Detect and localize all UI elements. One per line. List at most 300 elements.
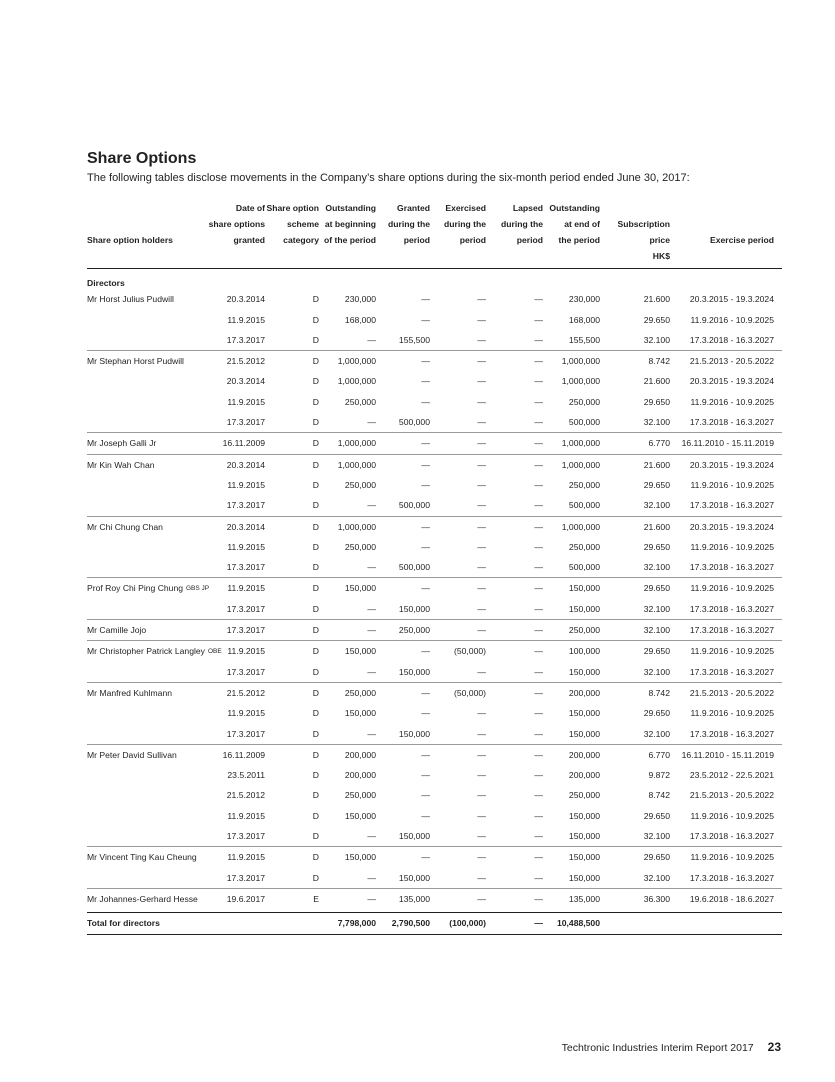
lapsed-cell: — [534, 810, 543, 821]
total-outstanding-end: 10,488,500 [556, 918, 600, 929]
price-cell: 32.100 [643, 625, 670, 636]
period-cell: 11.9.2016 - 10.9.2025 [690, 583, 774, 594]
date-cell: 21.5.2012 [226, 790, 265, 801]
table-row [87, 703, 782, 723]
date-cell: 19.6.2017 [226, 893, 265, 904]
granted-cell: 500,000 [398, 562, 430, 573]
outstanding-end-cell: 135,000 [568, 893, 600, 904]
exercised-cell: — [477, 770, 486, 781]
price-cell: 29.650 [643, 396, 670, 407]
outstanding-end-cell: 1,000,000 [561, 356, 600, 367]
exercised-cell: — [477, 625, 486, 636]
price-cell: 29.650 [643, 541, 670, 552]
total-label: Total for directors [87, 918, 160, 929]
outstanding-begin-cell: 250,000 [344, 687, 376, 698]
granted-cell: — [421, 810, 430, 821]
exercised-cell: — [477, 852, 486, 863]
period-cell: 11.9.2016 - 10.9.2025 [690, 541, 774, 552]
lapsed-cell: — [534, 334, 543, 345]
table-row [87, 599, 782, 619]
table-row [87, 495, 782, 515]
period-cell: 17.3.2018 - 16.3.2027 [689, 728, 774, 739]
lapsed-cell: — [534, 646, 543, 657]
page-footer [562, 1040, 781, 1054]
scheme-cell: D [312, 687, 319, 698]
scheme-cell: D [312, 376, 319, 387]
directors-section-row [87, 269, 782, 289]
granted-cell: 500,000 [398, 500, 430, 511]
date-cell: 11.9.2015 [227, 583, 265, 594]
table-row [87, 310, 782, 330]
total-outstanding-begin: 7,798,000 [337, 918, 376, 929]
lapsed-cell: — [534, 708, 543, 719]
lapsed-cell: — [534, 728, 543, 739]
scheme-cell: D [312, 810, 319, 821]
scheme-cell: D [312, 872, 319, 883]
date-cell: 17.3.2017 [226, 625, 265, 636]
exercised-cell: — [477, 603, 486, 614]
report-name: Techtronic Industries Interim Report 2017 [561, 1042, 754, 1054]
section-title: Share Options [87, 150, 197, 167]
outstanding-end-cell: 1,000,000 [561, 376, 600, 387]
scheme-cell: D [312, 831, 319, 842]
date-cell: 17.3.2017 [226, 334, 265, 345]
date-cell: 17.3.2017 [226, 728, 265, 739]
outstanding-end-cell: 200,000 [568, 749, 600, 760]
table-row [87, 350, 782, 371]
period-cell: 23.5.2012 - 22.5.2021 [689, 770, 774, 781]
scheme-cell: D [312, 334, 319, 345]
outstanding-begin-cell: 150,000 [344, 852, 376, 863]
outstanding-begin-cell: 150,000 [344, 708, 376, 719]
exercised-cell: — [477, 583, 486, 594]
price-cell: 29.650 [643, 708, 670, 719]
price-cell: 29.650 [643, 810, 670, 821]
holder-honour-suffix: GBS JP [186, 585, 210, 593]
outstanding-end-cell: 250,000 [568, 625, 600, 636]
outstanding-begin-cell: — [367, 334, 376, 345]
scheme-cell: D [312, 646, 319, 657]
header-lapsed: Lapsed during the period [500, 203, 543, 245]
price-cell: 29.650 [643, 646, 670, 657]
lapsed-cell: — [534, 396, 543, 407]
outstanding-end-cell: 200,000 [568, 770, 600, 781]
granted-cell: — [421, 790, 430, 801]
holder-name: Mr Chi Chung Chan [87, 521, 163, 532]
outstanding-begin-cell: 1,000,000 [337, 521, 376, 532]
exercised-cell: — [477, 708, 486, 719]
period-cell: 16.11.2010 - 15.11.2019 [681, 749, 774, 760]
exercised-cell: — [477, 356, 486, 367]
period-cell: 11.9.2016 - 10.9.2025 [690, 852, 774, 863]
exercised-cell: — [477, 417, 486, 428]
holder-name: Mr Vincent Ting Kau Cheung [87, 852, 197, 863]
outstanding-begin-cell: 200,000 [344, 770, 376, 781]
date-cell: 11.9.2015 [227, 852, 265, 863]
lapsed-cell: — [534, 314, 543, 325]
lapsed-cell: — [534, 831, 543, 842]
price-cell: 21.600 [643, 376, 670, 387]
granted-cell: — [421, 687, 430, 698]
holder-name: Mr Horst Julius Pudwill [87, 294, 174, 305]
table-row [87, 516, 782, 537]
period-cell: 17.3.2018 - 16.3.2027 [689, 666, 774, 677]
outstanding-begin-cell: 200,000 [344, 749, 376, 760]
table-header [87, 200, 782, 269]
scheme-cell: D [312, 562, 319, 573]
outstanding-end-cell: 500,000 [568, 500, 600, 511]
exercised-cell: — [477, 521, 486, 532]
lapsed-cell: — [534, 790, 543, 801]
outstanding-end-cell: 500,000 [568, 562, 600, 573]
table-row [87, 662, 782, 682]
lapsed-cell: — [534, 770, 543, 781]
granted-cell: 500,000 [398, 417, 430, 428]
lapsed-cell: — [534, 459, 543, 470]
outstanding-end-cell: 250,000 [568, 396, 600, 407]
price-cell: 6.770 [648, 749, 670, 760]
granted-cell: — [421, 541, 430, 552]
outstanding-end-cell: 150,000 [568, 708, 600, 719]
granted-cell: 135,000 [398, 893, 430, 904]
granted-cell: — [421, 396, 430, 407]
table-row [87, 537, 782, 557]
price-cell: 32.100 [643, 831, 670, 842]
period-cell: 17.3.2018 - 16.3.2027 [689, 625, 774, 636]
outstanding-begin-cell: 1,000,000 [337, 438, 376, 449]
scheme-cell: D [312, 603, 319, 614]
outstanding-end-cell: 200,000 [568, 687, 600, 698]
table-row [87, 826, 782, 846]
scheme-cell: D [312, 356, 319, 367]
granted-cell: 150,000 [398, 872, 430, 883]
granted-cell: — [421, 314, 430, 325]
outstanding-end-cell: 150,000 [568, 852, 600, 863]
period-cell: 11.9.2016 - 10.9.2025 [690, 646, 774, 657]
table-row [87, 744, 782, 765]
directors-label: Directors [87, 278, 125, 288]
period-cell: 16.11.2010 - 15.11.2019 [681, 438, 774, 449]
outstanding-end-cell: 100,000 [568, 646, 600, 657]
outstanding-begin-cell: 150,000 [344, 810, 376, 821]
period-cell: 20.3.2015 - 19.3.2024 [689, 294, 774, 305]
date-cell: 17.3.2017 [226, 500, 265, 511]
date-cell: 11.9.2015 [227, 541, 265, 552]
holder-honour-suffix: OBE [208, 648, 222, 656]
price-cell: 8.742 [648, 790, 670, 801]
date-cell: 21.5.2012 [226, 687, 265, 698]
outstanding-begin-cell: 250,000 [344, 541, 376, 552]
price-cell: 29.650 [643, 852, 670, 863]
scheme-cell: D [312, 396, 319, 407]
table-row [87, 577, 782, 598]
header-period: Exercise period [709, 235, 774, 245]
outstanding-begin-cell: — [367, 831, 376, 842]
granted-cell: — [421, 521, 430, 532]
granted-cell: — [421, 583, 430, 594]
exercised-cell: — [477, 562, 486, 573]
outstanding-end-cell: 250,000 [568, 790, 600, 801]
exercised-cell: — [477, 438, 486, 449]
period-cell: 20.3.2015 - 19.3.2024 [689, 459, 774, 470]
date-cell: 11.9.2015 [227, 646, 265, 657]
holder-name: Mr Christopher Patrick Langley [87, 646, 205, 657]
outstanding-begin-cell: 230,000 [344, 294, 376, 305]
price-cell: 21.600 [643, 294, 670, 305]
date-cell: 20.3.2014 [226, 521, 265, 532]
exercised-cell: — [477, 666, 486, 677]
lapsed-cell: — [534, 852, 543, 863]
period-cell: 11.9.2016 - 10.9.2025 [690, 479, 774, 490]
table-row [87, 412, 782, 432]
outstanding-begin-cell: 250,000 [344, 396, 376, 407]
lapsed-cell: — [534, 376, 543, 387]
price-cell: 32.100 [643, 666, 670, 677]
price-cell: 32.100 [643, 334, 670, 345]
outstanding-end-cell: 1,000,000 [561, 459, 600, 470]
outstanding-begin-cell: — [367, 666, 376, 677]
table-row [87, 432, 782, 453]
holder-name: Mr Peter David Sullivan [87, 749, 177, 760]
outstanding-end-cell: 1,000,000 [561, 521, 600, 532]
holder-name: Mr Joseph Galli Jr [87, 438, 157, 449]
lapsed-cell: — [534, 893, 543, 904]
section-subtitle: The following tables disclose movements in the Company’s share options during the six-month period ended June 30, 2017: [87, 172, 690, 184]
granted-cell: — [421, 438, 430, 449]
header-scheme: Share option scheme category [266, 203, 319, 245]
table-row [87, 846, 782, 867]
date-cell: 11.9.2015 [227, 314, 265, 325]
total-granted: 2,790,500 [391, 918, 430, 929]
date-cell: 17.3.2017 [226, 872, 265, 883]
price-cell: 9.872 [648, 770, 670, 781]
table-row [87, 806, 782, 826]
share-options-table [87, 200, 782, 935]
table-row [87, 392, 782, 412]
period-cell: 17.3.2018 - 16.3.2027 [689, 831, 774, 842]
date-cell: 11.9.2015 [227, 708, 265, 719]
outstanding-begin-cell: — [367, 872, 376, 883]
date-cell: 23.5.2011 [227, 770, 265, 781]
header-outstanding-begin: Outstanding at beginning of the period [323, 203, 376, 245]
total-row [87, 912, 782, 934]
period-cell: 11.9.2016 - 10.9.2025 [690, 314, 774, 325]
scheme-cell: D [312, 500, 319, 511]
outstanding-end-cell: 150,000 [568, 872, 600, 883]
table-row [87, 454, 782, 475]
granted-cell: — [421, 770, 430, 781]
outstanding-end-cell: 150,000 [568, 666, 600, 677]
table-row [87, 371, 782, 391]
scheme-cell: D [312, 728, 319, 739]
period-cell: 17.3.2018 - 16.3.2027 [689, 417, 774, 428]
exercised-cell: — [477, 893, 486, 904]
price-cell: 32.100 [643, 728, 670, 739]
page-number: 23 [767, 1040, 781, 1054]
period-cell: 17.3.2018 - 16.3.2027 [689, 334, 774, 345]
outstanding-begin-cell: — [367, 893, 376, 904]
header-holders: Share option holders [87, 235, 173, 245]
period-cell: 20.3.2015 - 19.3.2024 [689, 376, 774, 387]
period-cell: 17.3.2018 - 16.3.2027 [689, 603, 774, 614]
outstanding-end-cell: 155,500 [568, 334, 600, 345]
outstanding-end-cell: 1,000,000 [561, 438, 600, 449]
exercised-cell: — [477, 728, 486, 739]
lapsed-cell: — [534, 562, 543, 573]
holder-name: Mr Johannes-Gerhard Hesse [87, 893, 198, 904]
holder-name: Mr Camille Jojo [87, 625, 147, 636]
granted-cell: — [421, 459, 430, 470]
table-row [87, 557, 782, 577]
date-cell: 20.3.2014 [226, 376, 265, 387]
date-cell: 17.3.2017 [226, 417, 265, 428]
outstanding-end-cell: 150,000 [568, 831, 600, 842]
outstanding-begin-cell: 150,000 [344, 646, 376, 657]
granted-cell: — [421, 479, 430, 490]
lapsed-cell: — [534, 666, 543, 677]
table-row [87, 289, 782, 309]
table-row [87, 888, 782, 909]
date-cell: 21.5.2012 [226, 356, 265, 367]
scheme-cell: D [312, 314, 319, 325]
period-cell: 21.5.2013 - 20.5.2022 [689, 687, 774, 698]
outstanding-begin-cell: 150,000 [344, 583, 376, 594]
outstanding-end-cell: 150,000 [568, 583, 600, 594]
exercised-cell: — [477, 749, 486, 760]
exercised-cell: — [477, 872, 486, 883]
table-row [87, 765, 782, 785]
table-row [87, 640, 782, 661]
granted-cell: — [421, 294, 430, 305]
exercised-cell: — [477, 334, 486, 345]
scheme-cell: D [312, 770, 319, 781]
scheme-cell: D [312, 479, 319, 490]
exercised-cell: — [477, 810, 486, 821]
granted-cell: — [421, 749, 430, 760]
granted-cell: 150,000 [398, 831, 430, 842]
exercised-cell: — [477, 790, 486, 801]
lapsed-cell: — [534, 500, 543, 511]
scheme-cell: D [312, 790, 319, 801]
granted-cell: — [421, 646, 430, 657]
holder-name: Prof Roy Chi Ping Chung [87, 583, 184, 594]
outstanding-begin-cell: 1,000,000 [337, 356, 376, 367]
scheme-cell: D [312, 625, 319, 636]
scheme-cell: D [312, 459, 319, 470]
price-cell: 29.650 [643, 583, 670, 594]
granted-cell: — [421, 376, 430, 387]
price-cell: 29.650 [643, 314, 670, 325]
outstanding-end-cell: 150,000 [568, 728, 600, 739]
period-cell: 21.5.2013 - 20.5.2022 [689, 790, 774, 801]
price-cell: 8.742 [648, 356, 670, 367]
outstanding-begin-cell: 250,000 [344, 479, 376, 490]
table-row [87, 330, 782, 350]
date-cell: 11.9.2015 [227, 810, 265, 821]
granted-cell: — [421, 708, 430, 719]
exercised-cell: — [477, 500, 486, 511]
price-cell: 32.100 [643, 603, 670, 614]
outstanding-begin-cell: 250,000 [344, 790, 376, 801]
price-cell: 32.100 [643, 872, 670, 883]
scheme-cell: D [312, 666, 319, 677]
total-lapsed: — [534, 918, 543, 929]
outstanding-end-cell: 150,000 [568, 810, 600, 821]
outstanding-begin-cell: — [367, 500, 376, 511]
granted-cell: 155,500 [398, 334, 430, 345]
header-price: Subscription price HK$ [617, 219, 670, 261]
price-cell: 32.100 [643, 500, 670, 511]
outstanding-begin-cell: 168,000 [344, 314, 376, 325]
outstanding-begin-cell: 1,000,000 [337, 459, 376, 470]
exercised-cell: — [477, 831, 486, 842]
period-cell: 19.6.2018 - 18.6.2027 [689, 893, 774, 904]
holder-name: Mr Kin Wah Chan [87, 459, 155, 470]
lapsed-cell: — [534, 356, 543, 367]
period-cell: 11.9.2016 - 10.9.2025 [690, 396, 774, 407]
header-date: Date of share options granted [208, 203, 265, 245]
outstanding-end-cell: 250,000 [568, 541, 600, 552]
outstanding-begin-cell: — [367, 603, 376, 614]
date-cell: 20.3.2014 [226, 294, 265, 305]
price-cell: 21.600 [643, 521, 670, 532]
exercised-cell: — [477, 294, 486, 305]
outstanding-begin-cell: — [367, 562, 376, 573]
table-row [87, 724, 782, 744]
lapsed-cell: — [534, 583, 543, 594]
date-cell: 17.3.2017 [226, 666, 265, 677]
period-cell: 17.3.2018 - 16.3.2027 [689, 872, 774, 883]
granted-cell: 150,000 [398, 666, 430, 677]
price-cell: 21.600 [643, 459, 670, 470]
price-cell: 6.770 [648, 438, 670, 449]
granted-cell: 150,000 [398, 728, 430, 739]
exercised-cell: — [477, 479, 486, 490]
date-cell: 20.3.2014 [226, 459, 265, 470]
outstanding-begin-cell: — [367, 417, 376, 428]
price-cell: 8.742 [648, 687, 670, 698]
date-cell: 11.9.2015 [227, 396, 265, 407]
scheme-cell: D [312, 521, 319, 532]
period-cell: 20.3.2015 - 19.3.2024 [689, 521, 774, 532]
scheme-cell: D [312, 541, 319, 552]
scheme-cell: E [313, 893, 319, 904]
exercised-cell: — [477, 459, 486, 470]
lapsed-cell: — [534, 872, 543, 883]
lapsed-cell: — [534, 603, 543, 614]
header-granted: Granted during the period [387, 203, 430, 245]
granted-cell: — [421, 356, 430, 367]
price-cell: 36.300 [643, 893, 670, 904]
outstanding-end-cell: 250,000 [568, 479, 600, 490]
scheme-cell: D [312, 294, 319, 305]
outstanding-begin-cell: — [367, 728, 376, 739]
scheme-cell: D [312, 708, 319, 719]
outstanding-end-cell: 168,000 [568, 314, 600, 325]
lapsed-cell: — [534, 749, 543, 760]
holder-name: Mr Stephan Horst Pudwill [87, 356, 184, 367]
scheme-cell: D [312, 749, 319, 760]
table-row [87, 475, 782, 495]
lapsed-cell: — [534, 438, 543, 449]
lapsed-cell: — [534, 541, 543, 552]
granted-cell: 250,000 [398, 625, 430, 636]
outstanding-end-cell: 150,000 [568, 603, 600, 614]
granted-cell: 150,000 [398, 603, 430, 614]
scheme-cell: D [312, 852, 319, 863]
scheme-cell: D [312, 583, 319, 594]
exercised-cell: (50,000) [453, 687, 486, 698]
